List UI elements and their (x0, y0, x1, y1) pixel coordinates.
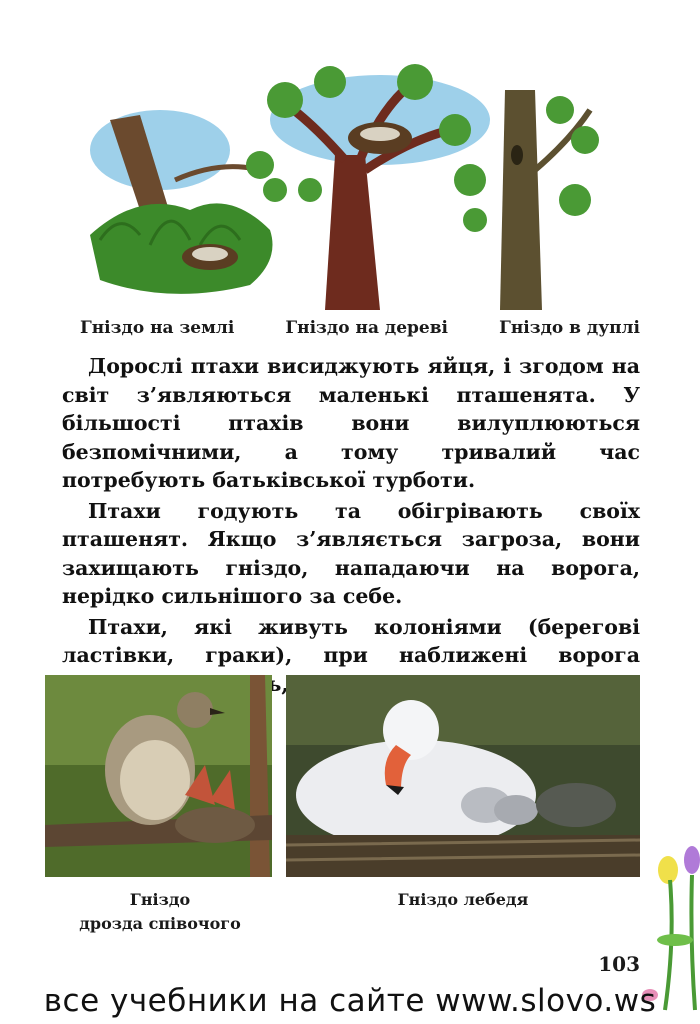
nest-types-illustration (80, 60, 620, 315)
swan-nest-caption: Гніздо лебедя (397, 890, 529, 909)
paragraph: Дорослі птахи висиджують яйця, і згодом на світ з’являються маленькі пташенята. У більшості птахів вони вилуплюються безпомічними, а тому тривалий час потребують батьківської турботи. (62, 354, 640, 492)
caption-line: дрозда співочого (79, 914, 241, 933)
paragraph: Птахи годують та обігрівають своїх пташенят. Якщо з’являється загроза, вони захищають гніздо, нападаючи на ворога, нерідко сильнішого за себе. (62, 498, 640, 608)
hollow-nest-caption: Гніздо в дуплі (499, 318, 640, 338)
footer-banner: все учебники на сайте www.slovo.ws (43, 983, 657, 1019)
page-number: 103 (598, 952, 640, 976)
thrush-nest-photo (45, 675, 272, 877)
paragraph: Птахи, які живуть колоніями (берегові ластівки, граки), при наближені ворога (62, 614, 640, 667)
ground-nest-caption: Гніздо на землі (80, 318, 235, 338)
body-text (62, 352, 640, 729)
top-captions (80, 318, 640, 338)
swan-nest-photo (286, 675, 640, 877)
tree-nest-caption: Гніздо на дереві (285, 318, 448, 338)
caption-line: Гніздо (129, 890, 191, 909)
thrush-nest-caption (45, 888, 275, 936)
